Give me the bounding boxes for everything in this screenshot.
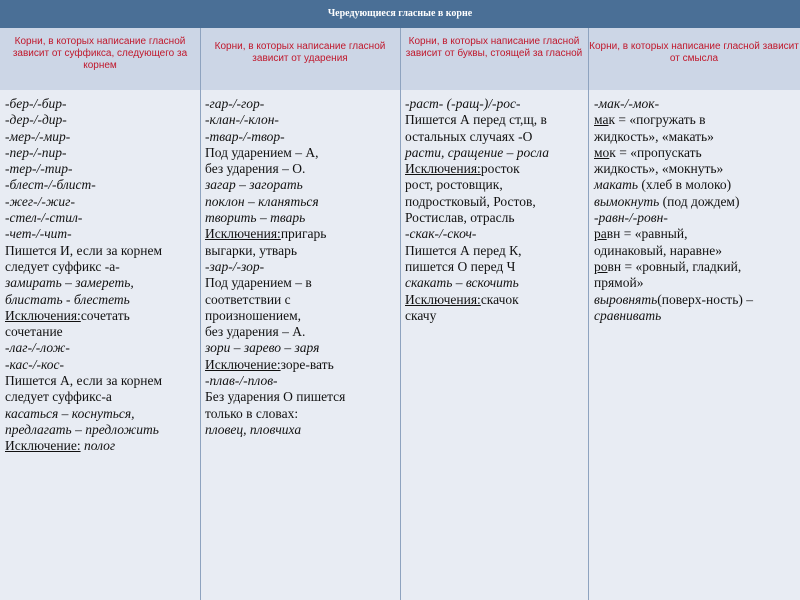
table-cell-line: замирать – замереть, <box>5 275 134 291</box>
column-divider <box>200 28 201 600</box>
line-text: к = «пропускать <box>609 144 702 160</box>
header-meaning-roots: Корни, в которых написание гласной зависит от смысла <box>589 41 799 64</box>
table-cell-line: -кас-/-кос- <box>5 356 64 372</box>
underlined-text: Исключения: <box>405 161 481 177</box>
underlined-text: Исключения: <box>205 226 281 242</box>
table-cell-line: поклон – кланяться <box>205 193 319 209</box>
underlined-text: мо <box>594 144 610 160</box>
table-cell-line: -скак-/-скоч- <box>405 226 477 242</box>
line-text: зоре-вать <box>280 356 334 372</box>
table-cell-line <box>205 226 397 242</box>
table-cell-line: пишется О перед Ч <box>405 258 516 274</box>
table-cell-line: -бер-/-бир- <box>5 96 67 111</box>
table-cell-line: -зар-/-зор- <box>205 258 265 274</box>
table-cell-line: произношением, <box>205 307 302 323</box>
table-cell-line: соответствии с <box>205 291 291 307</box>
table-cell-line: только в словах: <box>205 405 299 421</box>
example-word: выровнять <box>594 291 658 307</box>
column-meaning-roots <box>594 96 796 324</box>
line-text: скачок <box>480 291 519 307</box>
table-cell-line: -равн-/-ровн- <box>594 210 668 226</box>
column-divider <box>400 28 401 600</box>
line-text: (поверх-ность) – <box>657 291 753 307</box>
column-letter-roots <box>405 96 585 324</box>
table-cell-line: одинаковый, наравне» <box>594 242 723 258</box>
table-cell-line: -раст- (-ращ-)/-рос- <box>405 96 521 111</box>
table-cell-line: выгарки, утварь <box>205 242 298 258</box>
table-cell-line: зори – зарево – заря <box>205 340 320 356</box>
table-cell-line: Пишется А перед ст,щ, в <box>405 112 547 128</box>
line-text: (хлеб в молоко) <box>638 177 732 193</box>
line-text: вн = «ровный, гладкий, <box>607 258 742 274</box>
table-cell-line: -пер-/-пир- <box>5 144 67 160</box>
header-suffix-roots: Корни, в которых написание гласной зависит от суффикса, следующего за корнем <box>12 36 188 71</box>
table-cell-line: предлагать – предложить <box>5 421 159 437</box>
underlined-text: Исключения: <box>405 291 481 307</box>
table-cell-line <box>594 194 796 210</box>
table-cell-line: -тер-/-тир- <box>5 161 73 177</box>
example-word: вымокнуть <box>594 193 660 209</box>
underlined-text: ра <box>594 226 607 242</box>
table-cell-line: -стел-/-стил- <box>5 210 83 226</box>
table-title: Чередующиеся гласные в корне <box>0 0 800 28</box>
table-cell-line: Пишется И, если за корнем <box>5 242 162 258</box>
column-divider <box>588 28 589 600</box>
underlined-text: Исключение: <box>5 438 81 454</box>
table-cell-line: следует суффикс -а- <box>5 258 120 274</box>
table-cell-line: расти, сращение – росла <box>405 144 549 160</box>
table-cell-line: следует суффикс-а <box>5 389 112 405</box>
table-cell-line: блистать - блестеть <box>5 291 130 307</box>
line-text: сочетать <box>80 307 130 323</box>
underlined-text: Исключение: <box>205 356 281 372</box>
table-cell-line <box>594 292 796 308</box>
header-letter-roots: Корни, в которых написание гласной зависит от буквы, стоящей за гласной <box>405 36 583 59</box>
table-cell-line <box>594 145 796 161</box>
table-cell-line <box>594 226 796 242</box>
table-cell-line: -твар-/-твор- <box>205 128 285 144</box>
underlined-text: ма <box>594 112 609 128</box>
table-cell-line: -блест-/-блист- <box>5 177 96 193</box>
table-cell-line <box>5 438 197 454</box>
table-cell-line: Пишется А перед К, <box>405 242 522 258</box>
underlined-text: ро <box>594 258 608 274</box>
table-cell-line: сочетание <box>5 324 63 340</box>
table-cell-line <box>594 177 796 193</box>
table-cell-line: без ударения – О. <box>205 161 306 177</box>
table-cell-line <box>205 357 397 373</box>
line-text: к = «погружать в <box>608 112 706 128</box>
table-cell-line: -клан-/-клон- <box>205 112 279 128</box>
table-cell-line: Под ударением – в <box>205 275 312 291</box>
line-text: вн = «равный, <box>606 226 688 242</box>
table-cell-line: скачу <box>405 307 437 323</box>
column-suffix-roots <box>5 96 197 455</box>
example-word: макать <box>594 177 638 193</box>
table-cell-line: Пишется А, если за корнем <box>5 373 162 389</box>
table-cell-line: -лаг-/-лож- <box>5 340 70 356</box>
table-cell-line: Ростислав, отрасль <box>405 210 515 226</box>
line-text: (под дождем) <box>659 193 740 209</box>
table-cell-line: -чет-/-чит- <box>5 226 72 242</box>
table-cell-line: скакать – вскочить <box>405 275 519 291</box>
table-cell-line <box>405 161 585 177</box>
header-stress-roots: Корни, в которых написание гласной зависит от ударения <box>214 41 386 64</box>
table-cell-line: рост, ростовщик, <box>405 177 503 193</box>
table-cell-line: творить – тварь <box>205 210 306 226</box>
table-cell-line: жидкость», «макать» <box>594 128 714 144</box>
table-cell-line: -мер-/-мир- <box>5 128 71 144</box>
table-cell-line: Под ударением – А, <box>205 144 319 160</box>
table-cell-line: касаться – коснуться, <box>5 405 135 421</box>
table-cell-line: остальных случаях -О <box>405 128 533 144</box>
line-text: росток <box>480 161 520 177</box>
table-cell-line: -мак-/-мок- <box>594 96 660 111</box>
table-cell-line: сравнивать <box>594 307 662 323</box>
line-text: пригарь <box>280 226 327 242</box>
table-cell-line <box>594 259 796 275</box>
table-cell-line: -жег-/-жиг- <box>5 193 75 209</box>
table-cell-line: -плав-/-плов- <box>205 373 278 389</box>
underlined-text: Исключения: <box>5 307 81 323</box>
line-text: полог <box>80 438 116 454</box>
table-cell-line: без ударения – А. <box>205 324 306 340</box>
table-cell-line: жидкость», «мокнуть» <box>594 161 724 177</box>
table-cell-line <box>5 308 197 324</box>
table-cell-line: -гар-/-гор- <box>205 96 265 111</box>
table-cell-line: подростковый, Ростов, <box>405 193 536 209</box>
table-cell-line <box>405 292 585 308</box>
table-cell-line: загар – загорать <box>205 177 303 193</box>
table-cell-line: -дер-/-дир- <box>5 112 67 128</box>
table-cell-line: прямой» <box>594 275 644 291</box>
table-cell-line <box>594 112 796 128</box>
table-cell-line: Без ударения О пишется <box>205 389 346 405</box>
table-cell-line: пловец, пловчиха <box>205 421 302 437</box>
column-stress-roots <box>205 96 397 438</box>
